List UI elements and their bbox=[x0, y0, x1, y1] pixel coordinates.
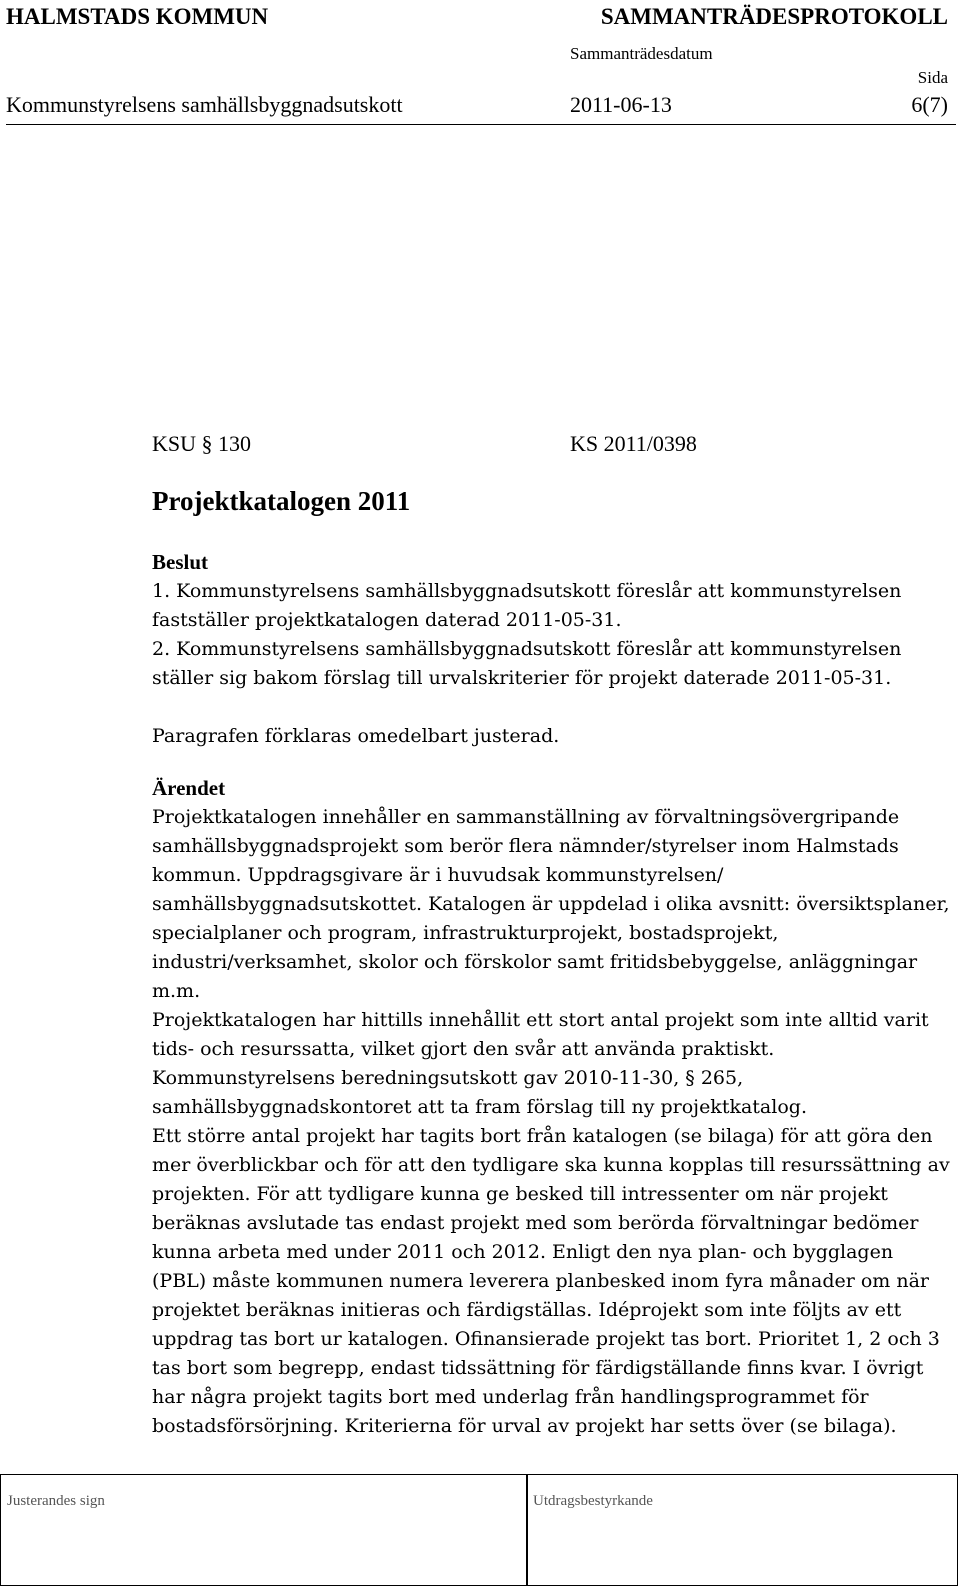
signature-footer bbox=[0, 1474, 960, 1586]
page-label: Sida bbox=[917, 68, 948, 87]
date-label: Sammanträdesdatum bbox=[570, 44, 713, 63]
document-type: SAMMANTRÄDESPROTOKOLL bbox=[600, 4, 948, 29]
page-number: 6(7) bbox=[911, 92, 948, 117]
matter-paragraph-3: Kommunstyrelsens beredningsutskott gav 2010-11-30, § 265, samhällsbyggnadskontoret att ta fram förslag till ny projektkatalog. bbox=[152, 1067, 807, 1118]
committee-name: Kommunstyrelsens samhällsbyggnadsutskott bbox=[6, 92, 403, 117]
decision-heading: Beslut bbox=[152, 550, 209, 574]
matter-heading: Ärendet bbox=[152, 776, 226, 800]
case-title: Projektkatalogen 2011 bbox=[152, 486, 411, 516]
matter-paragraph-1: Projektkatalogen innehåller en sammanställning av förvaltningsövergripande samhällsbyggnadsprojekt som berör flera nämnder/styrelser inom Halmstads kommun. Uppdragsgivare är i huvudsak kommunstyrelsen/ samhällsbyggnadsutskottet. Katalogen är uppdelad i olika avsnitt: översiktsplaner, specialplaner och program, infrastrukturprojekt, bostadsprojekt, industri/verksamhet, skolor och förskolor samt fritidsbebyggelse, anläggningar m.m. bbox=[152, 806, 950, 1002]
matter-section bbox=[152, 774, 952, 1441]
matter-paragraph-4: Ett större antal projekt har tagits bort från katalogen (se bilaga) för att göra den mer överblickbar och för att den tydligare ska kunna kopplas till resurssättning av projekten. För att tydligare kunna ge besked till intressenter om när projekt beräknas avslutade tas endast projekt med som berörda förvaltningar bedömer kunna arbeta med under 2011 och 2012. Enligt den nya plan- och bygglagen (PBL) måste kommunen numera leverera planbesked inom fyra månader om när projektet beräknas initieras och färdigställas. Idéprojekt som inte följts av ett uppdrag tas bort ur katalogen. Ofinansierade projekt tas bort. Prioritet 1, 2 och 3 tas bort som begrepp, endast tidssättning för färdigställande finns kvar. I övrigt har några projekt tagits bort med underlag från handlingsprogrammet för bostadsförsörjning. Kriterierna för urval av projekt har setts över (se bilaga). bbox=[152, 1125, 950, 1437]
extract-certification-label: Utdragsbestyrkande bbox=[533, 1493, 653, 1509]
header-divider bbox=[6, 124, 956, 125]
adjuster-sign-label: Justerandes sign bbox=[7, 1493, 105, 1509]
decision-section bbox=[152, 548, 952, 751]
matter-paragraph-2: Projektkatalogen har hittills innehållit ett stort antal projekt som inte alltid varit tids- och resurssatta, vilket gjort den svår att använda praktiskt. bbox=[152, 1009, 929, 1060]
organization-name: HALMSTADS KOMMUN bbox=[6, 4, 269, 29]
adjustment-statement: Paragrafen förklaras omedelbart justerad. bbox=[152, 725, 560, 747]
ksu-reference: KSU § 130 bbox=[152, 431, 252, 456]
ks-reference: KS 2011/0398 bbox=[570, 431, 697, 456]
decision-item-1: 1. Kommunstyrelsens samhällsbyggnadsutskott föreslår att kommunstyrelsen fastställer projektkatalogen daterad 2011-05-31. bbox=[152, 580, 902, 631]
meeting-date: 2011-06-13 bbox=[570, 92, 672, 117]
extract-certification-box bbox=[526, 1474, 958, 1586]
adjuster-sign-box bbox=[0, 1474, 528, 1586]
decision-item-2: 2. Kommunstyrelsens samhällsbyggnadsutskott föreslår att kommunstyrelsen ställer sig bakom förslag till urvalskriterier för projekt daterade 2011-05-31. bbox=[152, 638, 902, 689]
